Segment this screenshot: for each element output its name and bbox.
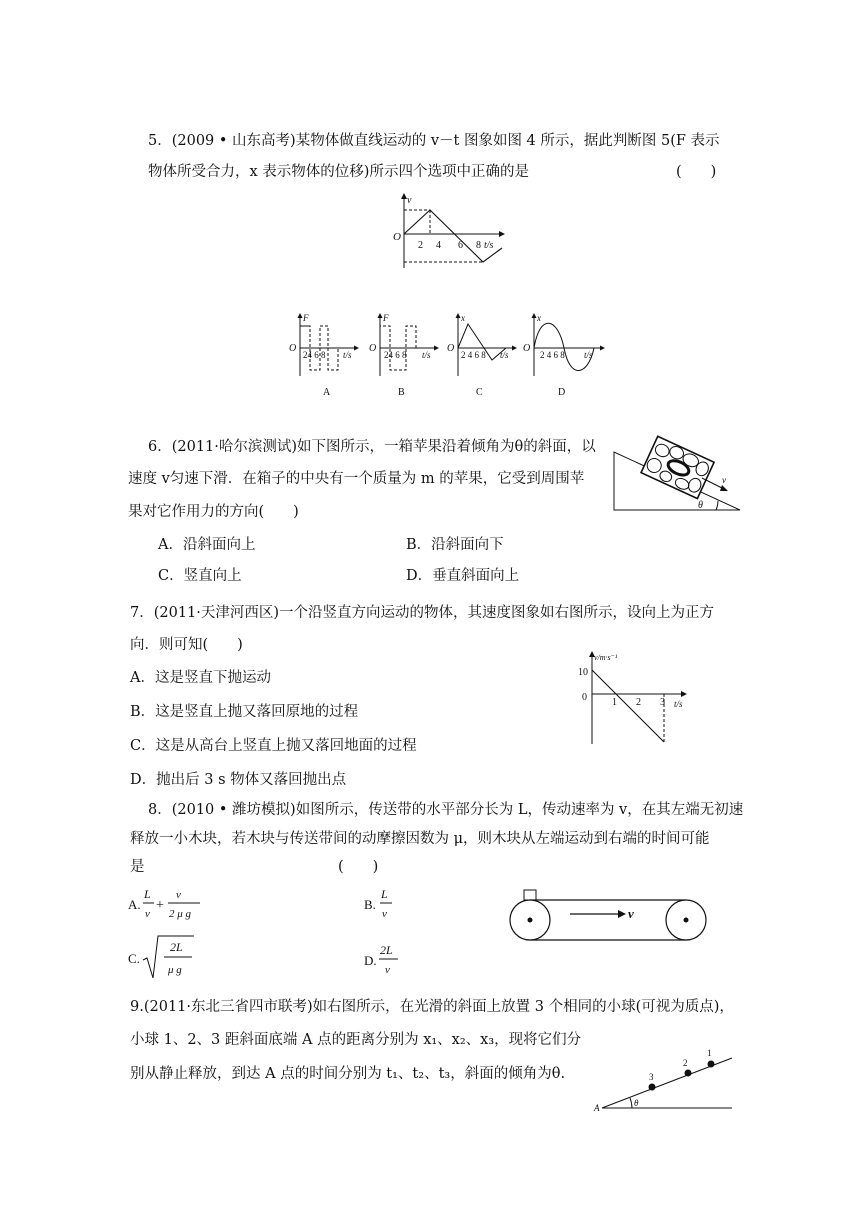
svg-text:v/m·s⁻¹: v/m·s⁻¹	[594, 653, 618, 662]
ball-1	[708, 1061, 715, 1068]
q7-option-B: B．这是竖直上抛又落回原地的过程	[130, 704, 359, 720]
svg-text:t/s: t/s	[674, 699, 683, 709]
q8-line3: 是	[130, 859, 145, 875]
svg-text:μ g: μ g	[168, 964, 182, 976]
q5-graph-C	[447, 313, 516, 398]
q7-option-A: A．这是竖直下抛运动	[130, 670, 271, 686]
q7-vt-graph	[578, 648, 690, 746]
q9-line2: 小球 1、2、3 距斜面底端 A 点的距离分别为 x₁、x₂、x₃，现将它们分	[130, 1032, 582, 1048]
q5-line1: 5．(2009 • 山东高考)某物体做直线运动的 v－t 图象如图 4 所示，据此判断图 5(F 表示	[148, 133, 720, 149]
svg-text:C.: C.	[128, 951, 140, 966]
q5-graph-A	[289, 313, 358, 398]
q8-option-C	[128, 932, 208, 982]
svg-text:v: v	[145, 908, 150, 920]
q6-line3: 果对它作用力的方向( )	[128, 504, 299, 520]
svg-text:24 6 8: 24 6 8	[384, 350, 407, 360]
q7-velocity-line	[592, 670, 664, 742]
svg-text:2: 2	[418, 240, 423, 251]
svg-text:v: v	[385, 964, 390, 976]
ball-2	[685, 1070, 692, 1077]
svg-text:t/s: t/s	[343, 350, 352, 360]
svg-text:x: x	[537, 313, 541, 323]
q7-line2: 向．则可知( )	[130, 637, 243, 653]
svg-text:D: D	[558, 387, 566, 398]
svg-text:C: C	[476, 387, 483, 398]
svg-text:L: L	[381, 887, 388, 901]
q5-graph-D	[523, 313, 604, 398]
svg-text:t/s: t/s	[422, 350, 431, 360]
svg-text:24 6 8: 24 6 8	[303, 350, 326, 360]
svg-text:B: B	[398, 387, 405, 398]
q6-option-B: B．沿斜面向下	[406, 537, 504, 553]
svg-text:10: 10	[578, 667, 588, 678]
svg-text:D.: D.	[364, 953, 377, 968]
q8-conveyor-figure	[508, 888, 708, 944]
svg-text:x: x	[461, 313, 465, 323]
svg-text:8: 8	[476, 240, 481, 251]
svg-text:O: O	[447, 343, 455, 354]
svg-text:2L: 2L	[380, 943, 393, 957]
q5-graph-B	[369, 313, 438, 398]
svg-text:L: L	[144, 887, 151, 901]
q5-v-label: v	[407, 195, 412, 206]
svg-text:t/s: t/s	[484, 240, 494, 251]
svg-text:2: 2	[636, 697, 641, 708]
q9-line3: 别从静止释放，到达 A 点的时间分别为 t₁、t₂、t₃，斜面的倾角为θ.	[130, 1066, 566, 1082]
q7-option-C: C．这是从高台上竖直上抛又落回地面的过程	[130, 738, 417, 754]
svg-text:A: A	[594, 1103, 600, 1112]
wood-block	[524, 890, 536, 900]
q8-option-D	[364, 938, 414, 980]
svg-text:t/s: t/s	[584, 350, 593, 360]
q8-answer-paren: ( )	[338, 859, 379, 875]
svg-text:F: F	[303, 313, 309, 323]
q5-origin: O	[393, 231, 401, 243]
svg-text:+: +	[156, 898, 164, 913]
svg-text:O: O	[523, 343, 531, 354]
svg-text:2 4 6 8: 2 4 6 8	[461, 350, 486, 360]
svg-text:A.: A.	[128, 897, 141, 912]
svg-text:2 4 6 8: 2 4 6 8	[540, 350, 565, 360]
svg-text:1: 1	[707, 1048, 712, 1058]
svg-text:2 μ g: 2 μ g	[169, 908, 192, 920]
q6-incline-figure	[612, 430, 742, 512]
q5-vt-graph	[390, 190, 510, 272]
q6-option-D: D．垂直斜面向上	[406, 568, 520, 584]
q5-line2: 物体所受合力，x 表示物体的位移)所示四个选项中正确的是	[148, 164, 529, 180]
svg-text:F: F	[383, 313, 389, 323]
svg-text:v: v	[722, 475, 726, 485]
svg-text:v: v	[382, 908, 387, 920]
apple-box	[641, 436, 714, 498]
svg-text:v: v	[628, 906, 634, 921]
q5-option-graphs	[288, 310, 613, 400]
q6-option-A: A．沿斜面向上	[158, 537, 256, 553]
q8-option-A	[128, 882, 208, 924]
q9-line1: 9.(2011·东北三省四市联考)如右图所示，在光滑的斜面上放置 3 个相同的小球(可视为质点)，	[130, 999, 734, 1015]
svg-text:3: 3	[660, 697, 665, 708]
q5-answer-paren: ( )	[676, 164, 717, 180]
svg-text:0: 0	[582, 692, 587, 703]
svg-text:6: 6	[458, 240, 463, 251]
svg-text:2: 2	[683, 1058, 688, 1068]
q7-line1: 7．(2011·天津河西区)一个沿竖直方向运动的物体，其速度图象如右图所示，设向上为正方	[130, 605, 715, 621]
svg-text:O: O	[369, 343, 377, 354]
svg-text:4: 4	[436, 240, 441, 251]
q6-line2: 速度 v匀速下滑．在箱子的中央有一个质量为 m 的苹果，它受到周围苹	[128, 471, 585, 487]
q5-vt-line	[404, 210, 502, 262]
q8-line2: 释放一小木块，若木块与传送带间的动摩擦因数为 μ，则木块从左端运动到右端的时间可能	[130, 831, 710, 847]
svg-text:2L: 2L	[170, 940, 183, 954]
q9-incline-figure	[592, 1040, 736, 1112]
svg-text:θ: θ	[634, 1098, 639, 1108]
svg-text:θ: θ	[698, 500, 703, 511]
ball-3	[649, 1084, 656, 1091]
q8-option-B	[364, 882, 404, 924]
q6-line1: 6．(2011·哈尔滨测试)如下图所示，一箱苹果沿着倾角为θ的斜面，以	[148, 439, 596, 455]
svg-text:1: 1	[612, 697, 617, 708]
q6-option-C: C．竖直向上	[158, 568, 242, 584]
svg-text:B.: B.	[364, 897, 376, 912]
svg-text:A: A	[323, 387, 331, 398]
svg-text:v: v	[176, 889, 181, 901]
svg-text:3: 3	[649, 1072, 654, 1082]
svg-text:t/s: t/s	[500, 350, 509, 360]
svg-text:O: O	[289, 343, 297, 354]
q7-option-D: D．抛出后 3 s 物体又落回抛出点	[130, 772, 347, 788]
q8-line1: 8．(2010 • 潍坊模拟)如图所示，传送带的水平部分长为 L，传动速率为 v，在其左端无初速	[148, 802, 744, 818]
